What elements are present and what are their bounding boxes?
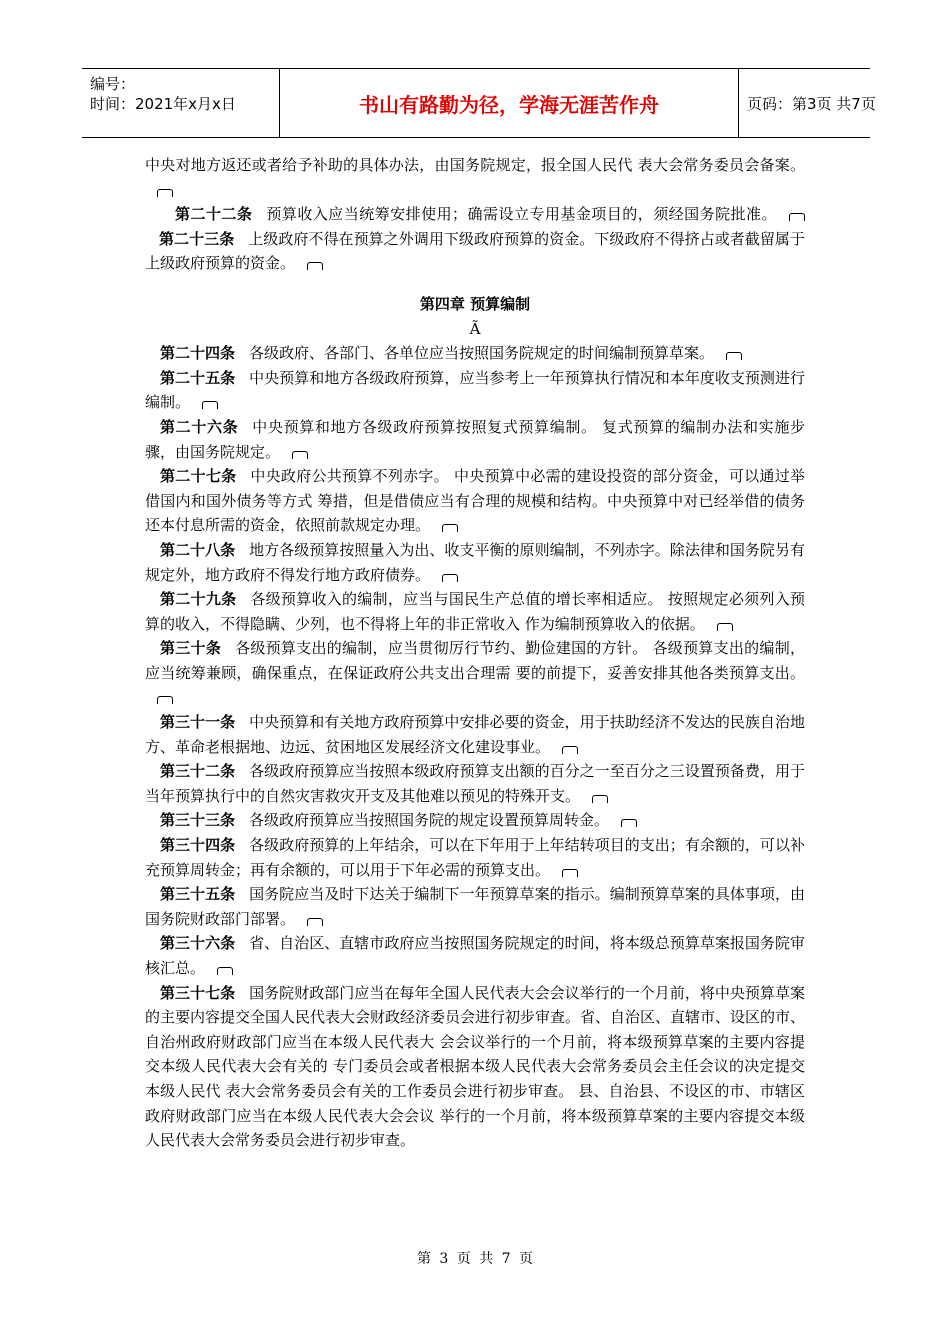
article-paragraph (145, 759, 805, 808)
article-text: 国务院应当及时下达关于编制下一年预算草案的指示。编制预算草案的具体事项，由国务院财政部门部署。 (145, 885, 805, 928)
article-text: 中央预算和地方各级政府预算按照复式预算编制。 复式预算的编制办法和实施步骤，由国务院规定。 (145, 417, 805, 461)
article-number: 第三十三条 (160, 811, 236, 830)
article-paragraph (145, 833, 805, 882)
return-mark-icon (442, 524, 458, 532)
return-mark-icon (442, 574, 458, 582)
page-footer: 第 3 页 共 7 页 (416, 1251, 534, 1267)
article-paragraph (145, 808, 805, 833)
paragraph-intro (145, 153, 805, 202)
document-body (145, 153, 805, 1153)
article-number: 第三十六条 (160, 934, 236, 953)
article-paragraph (145, 931, 805, 980)
return-mark-icon (307, 918, 323, 926)
return-mark-icon (562, 746, 578, 754)
article-text: 上级政府不得在预算之外调用下级政府预算的资金。下级政府不得挤占或者截留属于上级政府预算的资金。 (145, 229, 805, 273)
return-mark-icon (157, 696, 173, 704)
article-text: 各级政府预算应当按照本级政府预算支出额的百分之一至百分之三设置预备费，用于当年预算执行中的自然灾害救灾开支及其他难以预见的特殊开支。 (145, 762, 805, 805)
page-header (82, 68, 876, 138)
return-mark-icon (726, 352, 742, 360)
article-number: 第三十七条 (160, 983, 236, 1002)
article-paragraph (145, 587, 805, 636)
return-mark-icon (717, 623, 733, 631)
paragraph-text: 中央对地方返还或者给予补助的具体办法，由国务院规定，报全国人民代 表大会常务委员会备案。 (145, 156, 805, 174)
article-text: 各级政府预算应当按照国务院的规定设置预算周转金。 (249, 811, 610, 830)
article-text: 各级政府预算的上年结余，可以在下年用于上年结转项目的支出；有余额的，可以补充预算周转金；再有余额的，可以用于下年必需的预算支出。 (145, 836, 805, 879)
article-paragraph (145, 636, 805, 710)
return-mark-icon (621, 819, 637, 827)
header-motto: 书山有路勤为径，学海无涯苦作舟 (280, 69, 739, 137)
article-text: 中央预算和有关地方政府预算中安排必要的资金，用于扶助经济不发达的民族自治地方、革命老根据地、边远、贫困地区发展经济文化建设事业。 (145, 713, 805, 756)
article-text: 各级预算支出的编制，应当贯彻厉行节约、勤俭建国的方针。 各级预算支出的编制，应当统筹兼顾，确保重点，在保证政府公共支出合理需 要的前提下，妥善安排其他各类预算支出。 (145, 639, 805, 682)
return-mark-icon (217, 967, 233, 975)
article-paragraph (145, 415, 805, 464)
return-mark-icon (307, 262, 323, 270)
article-number: 第三十一条 (160, 713, 236, 732)
article-text: 各级政府、各部门、各单位应当按照国务院规定的时间编制预算草案。 (249, 344, 715, 363)
article-paragraph (145, 981, 805, 1153)
article-paragraph (145, 882, 805, 931)
number-label: 编号： (90, 75, 136, 93)
article-paragraph (145, 710, 805, 759)
return-mark-icon (202, 401, 218, 409)
article-number: 第二十三条 (159, 229, 235, 248)
article-paragraph (145, 538, 805, 587)
return-mark-icon (592, 795, 608, 803)
article-number: 第三十五条 (160, 885, 236, 904)
chapter-symbol: Ã (469, 319, 481, 338)
article-text: 地方各级预算按照量入为出、收支平衡的原则编制，不列赤字。除法律和国务院另有规定外，地方政府不得发行地方政府债券。 (145, 540, 805, 584)
date-label: 时间：2021年x月x日 (90, 95, 236, 113)
article-text: 预算收入应当统筹安排使用；确需设立专用基金项目的，须经国务院批准。 (266, 205, 777, 224)
header-meta-cell (82, 69, 280, 137)
chapter-title: 第四章 预算编制 (419, 294, 531, 313)
article-list (145, 341, 805, 1153)
return-mark-icon (157, 189, 173, 197)
article-number: 第二十八条 (160, 540, 236, 559)
article-text: 省、自治区、直辖市政府应当按照国务院规定的时间，将本级总预算草案报国务院审核汇总。 (145, 934, 805, 977)
article-paragraph (145, 366, 805, 415)
article-text: 各级预算收入的编制，应当与国民生产总值的增长率相适应。 按照规定必须列入预算的收入，不得隐瞒、少列，也不得将上年的非正常收入 作为编制预算收入的依据。 (145, 590, 805, 633)
return-mark-icon (789, 213, 805, 221)
article-text: 中央政府公共预算不列赤字。 中央预算中必需的建设投资的部分资金，可以通过举借国内和国外债务等方式 筹措，但是借债应当有合理的规模和结构。中央预算中对已经举借的债务还本付息所需的资金，依照前款规定办理。 (145, 467, 805, 535)
article-number: 第二十六条 (160, 417, 239, 436)
article-number: 第二十九条 (160, 590, 237, 609)
header-page-label: 页码：第3页 共7页 (747, 94, 876, 113)
article-number: 第二十七条 (160, 467, 237, 486)
article-number: 第三十条 (160, 639, 222, 658)
article-number: 第二十二条 (175, 205, 253, 224)
article-number: 第二十四条 (160, 344, 236, 363)
article-text: 国务院财政部门应当在每年全国人民代表大会会议举行的一个月前，将中央预算草案的主要内容提交全国人民代表大会财政经济委员会进行初步审查。省、自治区、直辖市、设区的市、自治州政府财政部门应当在本级人民代表大 会会议举行的一个月前，将本级预算草案的主要内容提交本级人民代表大会有关的 专门委员会或者根据本级人民代表大会常务委员会主任会议的决定提交本级人民代 表大会常务委员会有关的工作委员会进行初步审查。 县、自治县、不设区的市、市辖区政府财政部门应当在本级人民代表大会会议 举行的一个月前，将本级预算草案的主要内容提交本级人民代表大会常务委员会进行初步审查。 (145, 983, 806, 1150)
article-number: 第三十四条 (160, 836, 236, 855)
article-text: 中央预算和地方各级政府预算，应当参考上一年预算执行情况和本年度收支预测进行编制。 (145, 368, 805, 412)
article-number: 第二十五条 (160, 368, 236, 387)
return-mark-icon (562, 869, 578, 877)
article-paragraph (145, 464, 805, 538)
article-paragraph (145, 341, 805, 366)
article-number: 第三十二条 (160, 762, 236, 781)
article-22-23 (145, 202, 805, 276)
return-mark-icon (292, 451, 308, 459)
